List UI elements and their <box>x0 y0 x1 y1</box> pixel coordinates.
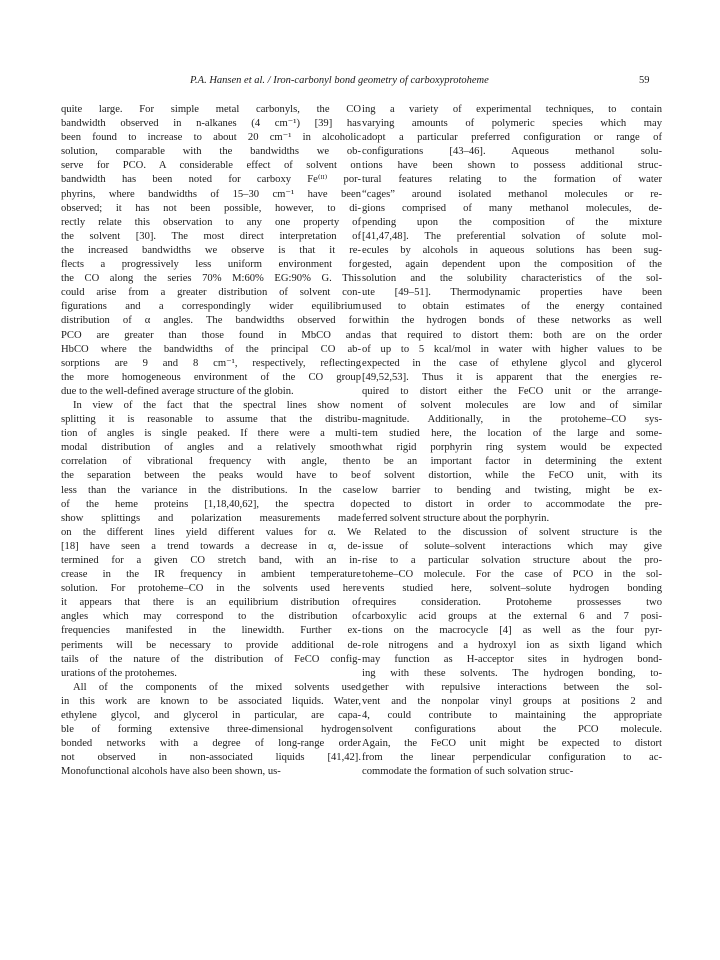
text-line: issue of solute–solvent interactions which may give <box>362 540 662 552</box>
text-line: ment of solvent molecules are low and of similar <box>362 399 662 411</box>
text-line: flects a progressively less uniform environment for <box>61 259 361 271</box>
text-line: ble of forming extensive three-dimensional hydrogen <box>61 724 361 736</box>
text-line: correlation of vibrational frequency with angle, then <box>61 456 361 468</box>
text-line: 4, could contribute to maintaining the appropriate <box>362 710 662 722</box>
text-line: gether with repulsive interactions between the sol- <box>362 681 662 693</box>
text-line: as that required to distort them: both are on the order <box>362 329 662 341</box>
text-line: serve for PCO. A considerable effect of solvent on <box>61 160 361 172</box>
text-line: ferred solvent structure about the porphyrin. <box>362 512 550 524</box>
text-line: may function as H-acceptor sites in hydrogen bond- <box>362 653 662 665</box>
text-line: pected to distort in order to accommodate the pre- <box>362 498 662 510</box>
text-line: configurations [43–46]. Aqueous methanol solu- <box>362 146 662 158</box>
text-line: of solvent distortion, while the FeCO unit, with its <box>362 470 662 482</box>
text-line: solution, comparable with the bandwidths we ob- <box>61 146 361 158</box>
text-line: could arise from a greater distribution of solvent con- <box>61 287 361 299</box>
text-line: expected in the case of ethylene glycol and glycerol <box>362 357 662 369</box>
text-line: tions have been shown to possess additional struc- <box>362 160 662 172</box>
text-line: gions comprised of many methanol molecules, de- <box>362 202 662 214</box>
text-line: of the heme proteins [1,18,40,62], the spectra do <box>61 498 361 510</box>
text-line: Monofunctional alcohols have also been shown, us- <box>61 766 281 778</box>
text-line: role nitrogens and a hydroxyl ion as sixth ligand which <box>362 639 662 651</box>
text-line: tem studied here, the location of the large and some- <box>362 428 662 440</box>
left-column <box>61 103 361 780</box>
text-line: termined for a given CO stretch band, with an in- <box>61 555 361 566</box>
text-line: All of the components of the mixed solvents used <box>73 681 361 693</box>
text-line: the increased bandwidths we observe is that it re- <box>61 244 361 256</box>
text-line: phyrins, where bandwidths of 15–30 cm⁻¹ have been <box>61 188 361 200</box>
text-line: adopt a particular preferred configuration or range of <box>362 132 662 144</box>
text-line: distribution of α angles. The bandwidths observed for <box>61 315 361 327</box>
text-line: ing a variety of experimental techniques, to contain <box>362 104 662 115</box>
text-line: bonded networks with a degree of long-range order <box>61 738 361 750</box>
text-line: modal distribution of angles and a relatively smooth <box>61 442 361 454</box>
text-line: been found to increase to about 20 cm⁻¹ in alcoholic <box>61 132 361 144</box>
text-line: gested, again dependent upon the composition of the <box>362 259 662 271</box>
text-line: [41,47,48]. The preferential solvation of solute mol- <box>362 230 662 242</box>
text-line: crease in the IR frequency in ambient temperature <box>61 569 361 581</box>
text-line: within the hydrogen bonds of these networks as well <box>362 315 662 327</box>
text-line: Again, the FeCO unit might be expected to distort <box>362 738 662 750</box>
text-line: [49,52,53]. Thus it is apparent that the energies re- <box>362 371 662 383</box>
text-line: HbCO where the bandwidths of the principal CO ab- <box>61 343 361 355</box>
text-line: periments will be necessary to provide additional de- <box>61 639 361 651</box>
text-line: angles which may correspond to the distribution of <box>61 611 361 623</box>
text-line: figurations and a correspondingly wider equilibrium <box>61 301 361 313</box>
text-line: tion of angles is single peaked. If there were a multi- <box>61 428 361 440</box>
text-line: due to the well-defined average structure of the globin. <box>61 385 294 397</box>
text-line: the solvent [30]. The most direct interpretation of <box>61 230 361 242</box>
running-title: P.A. Hansen et al. / Iron-carbonyl bond geometry of carboxyprotoheme <box>190 75 489 86</box>
text-line: “cages” around isolated methanol molecules or re- <box>362 188 662 200</box>
text-line: urations of the protohemes. <box>61 667 177 679</box>
text-line: bandwidth observed in n-alkanes (4 cm⁻¹) [39] has <box>61 118 361 130</box>
text-line: PCO are greater than those found in MbCO and <box>61 329 361 341</box>
text-line: bandwidth has been noted for carboxy Fe⁽ᴵᴵ⁾ por- <box>61 174 361 186</box>
text-line: solution. For protoheme–CO in the solvents used here <box>61 583 361 595</box>
text-line: tions on the macrocycle [4] as well as the four pyr- <box>362 625 662 637</box>
text-line: commodate the formation of such solvation struc- <box>362 766 574 778</box>
text-line: the CO along the series 70% M:60% EG:90% G. This <box>61 273 361 285</box>
text-line: ing with these solvents. The hydrogen bonding, to- <box>362 667 662 679</box>
text-line: solution and the solubility characteristics of the sol- <box>362 273 662 285</box>
text-line: from the linear perpendicular configuration to ac- <box>362 752 662 764</box>
text-line: the more homogeneous environment of the CO group <box>61 371 361 383</box>
text-line: ethylene glycol, and glycerol in particular, are capa- <box>61 710 361 722</box>
text-line: rise to a particular solvation structure about the pro- <box>362 555 662 566</box>
text-line: less than the variance in the distributions. In the case <box>61 484 361 496</box>
text-line: quite large. For simple metal carbonyls, the CO <box>61 104 361 115</box>
text-line: rectly relate this observation to any one property of <box>61 216 361 228</box>
text-line: vent and the nonpolar vinyl groups at positions 2 and <box>362 695 662 707</box>
text-line: on the different lines yield different values for α. We <box>61 526 361 538</box>
page-number: 59 <box>639 75 650 86</box>
running-header <box>0 74 720 88</box>
text-line: varying amounts of polymeric species which may <box>362 118 662 130</box>
text-line: quired to distort either the FeCO unit or the arrange- <box>362 385 662 397</box>
text-line: ecules by alcohols in aqueous solutions has been sug- <box>362 244 662 256</box>
text-line: toheme–CO molecule. For the case of PCO in the sol- <box>362 569 662 581</box>
text-line: magnitude. Additionally, in the protoheme–CO sys- <box>362 414 662 426</box>
text-line: used to obtain estimates of the energy contained <box>362 301 662 313</box>
text-line: pending upon the composition of the mixture <box>362 216 662 228</box>
text-line: splitting it is reasonable to assume that the distribu- <box>61 414 361 426</box>
text-line: not observed in non-associated liquids [41,42]. <box>61 752 361 764</box>
text-line: requires consideration. Protoheme prossesses two <box>362 597 662 609</box>
text-line: in this work are known to be associated liquids. Water, <box>61 695 361 707</box>
text-line: ute [49–51]. Thermodynamic properties have been <box>362 287 662 299</box>
text-line: vents studied here, solvent–solute hydrogen bonding <box>362 583 662 595</box>
text-line: tural features relating to the formation of water <box>362 174 662 186</box>
text-line: carboxylic acid groups at the external 6 and 7 posi- <box>362 611 662 623</box>
text-line: the separation between the peaks would have to be <box>61 470 361 482</box>
text-line: tails of the nature of the distribution of FeCO config- <box>61 653 361 665</box>
text-line: low barrier to bending and twisting, might be ex- <box>362 484 662 496</box>
text-line: show splittings and polarization measurements made <box>61 512 361 524</box>
text-line: what rigid porphyrin ring system would be expected <box>362 442 662 454</box>
text-line: sorptions are 9 and 8 cm⁻¹, respectively, reflecting <box>61 357 361 369</box>
text-line: it appears that there is an equilibrium distribution of <box>61 597 361 609</box>
text-line: Related to the discussion of solvent structure is the <box>374 526 662 538</box>
text-line: solvent configurations about the PCO molecule. <box>362 724 662 736</box>
text-line: In view of the fact that the spectral lines show no <box>73 399 361 411</box>
text-line: observed; it has not been possible, however, to di- <box>61 202 361 214</box>
text-line: [18] have seen a trend towards a decrease in α, de- <box>61 540 361 552</box>
right-column <box>362 103 662 780</box>
text-line: of up to 5 kcal/mol in water with higher values to be <box>362 343 662 355</box>
text-line: to be an important factor in determining the extent <box>362 456 662 468</box>
text-line: frequencies manifested in the linewidth. Further ex- <box>61 625 361 637</box>
